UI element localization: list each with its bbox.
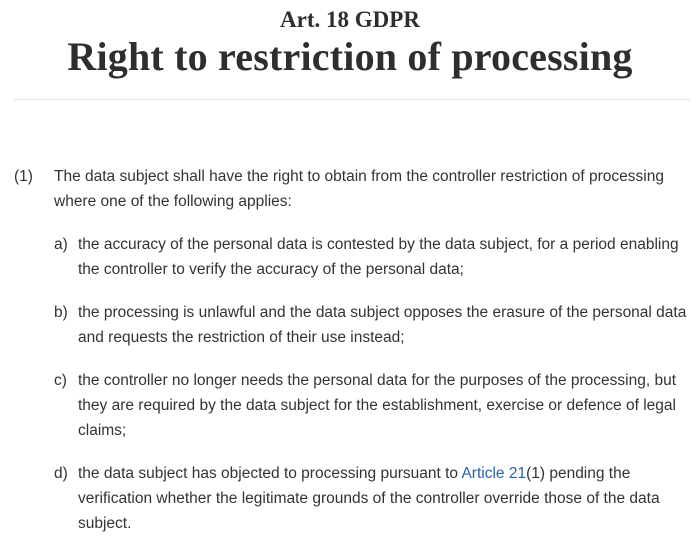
paragraph-number: (1) — [14, 168, 33, 185]
list-item-letter: c) — [54, 372, 67, 389]
paragraph-text: The data subject shall have the right to obtain from the controller restriction of processing where one of the following applies: — [54, 168, 664, 210]
list-item-letter: b) — [54, 304, 68, 321]
list-item-letter: a) — [54, 236, 68, 253]
article-number: Art. 18 GDPR — [280, 7, 420, 32]
list-item-text: the accuracy of the personal data is contested by the data subject, for a period enabling the controller to verify the accuracy of the personal data; — [78, 236, 679, 278]
list-item-text — [78, 461, 692, 536]
list-item-text-before: the data subject has objected to processing pursuant to — [78, 465, 462, 482]
list-item-text: the processing is unlawful and the data subject opposes the erasure of the personal data and requests the restriction of their use instead; — [78, 304, 687, 346]
list-item-text: the controller no longer needs the personal data for the purposes of the processing, but they are required by the data subject for the establishment, exercise or defence of legal claims; — [78, 372, 676, 439]
article-title: Right to restriction of processing — [67, 34, 633, 79]
list-item-text-after: (1) pending the verification whether the legitimate grounds of the controller override those of the data subject. — [78, 465, 660, 532]
header-divider — [14, 99, 690, 100]
article-21-link[interactable]: Article 21 — [461, 465, 527, 482]
list-item-letter: d) — [54, 465, 68, 482]
